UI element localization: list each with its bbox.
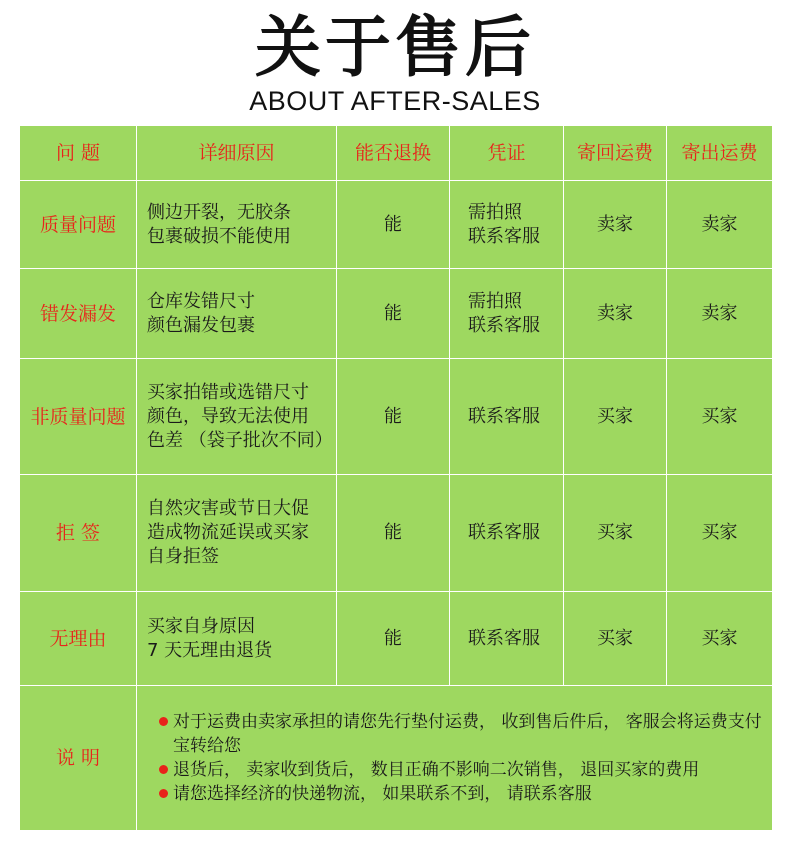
detail-line: 7 天无理由退货 [147,639,273,661]
table-header-row [20,126,773,181]
detail-line: 色差 （袋子批次不同） [147,429,333,451]
outbound-shipping-cell: 买家 [667,475,773,592]
returnable-cell: 能 [337,475,450,592]
proof-cell [450,269,564,359]
table-row [20,181,773,269]
details-cell [137,592,337,686]
detail-line: 自然灾害或节日大促 [147,498,309,519]
detail-line: 包裹破损不能使用 [147,225,291,247]
outbound-shipping-cell: 卖家 [667,269,773,359]
proof-cell [450,592,564,686]
outbound-shipping-cell: 卖家 [667,181,773,269]
outbound-shipping-cell: 买家 [667,592,773,686]
page-subtitle: ABOUT AFTER-SALES [249,86,541,116]
proof-line: 联系客服 [468,314,540,336]
detail-line: 造成物流延误或买家 [147,522,309,543]
issue-cell: 质量问题 [20,181,137,269]
returnable-cell: 能 [337,592,450,686]
detail-line: 自身拒签 [147,546,219,567]
bullet-icon [159,717,168,726]
note-item [159,710,764,758]
detail-line: 侧边开裂，无胶条 [147,201,291,223]
details-cell [137,269,337,359]
table-row [20,592,773,686]
notes-row [20,686,773,831]
detail-line: 仓库发错尺寸 [147,290,255,312]
note-item [159,758,764,782]
note-text: 请您选择经济的快递物流， 如果联系不到， 请联系客服 [173,784,592,804]
returnable-cell: 能 [337,181,450,269]
bullet-icon [159,789,168,798]
column-header-details: 详细原因 [137,126,337,181]
notes-label: 说 明 [20,686,137,831]
proof-line: 联系客服 [468,225,540,247]
detail-line: 买家拍错或选错尺寸 [147,381,309,403]
column-header-returnable: 能否退换 [337,126,450,181]
proof-line: 联系客服 [468,627,540,649]
note-item [159,782,764,806]
outbound-shipping-cell: 买家 [667,359,773,475]
proof-line: 联系客服 [468,405,540,427]
after-sales-table [19,125,773,831]
bullet-icon [159,765,168,774]
column-header-issue: 问 题 [20,126,137,181]
proof-line: 需拍照 [468,201,522,223]
proof-line: 需拍照 [468,290,522,312]
table-row [20,359,773,475]
table-row [20,269,773,359]
proof-cell [450,475,564,592]
detail-line: 颜色，导致无法使用 [147,405,309,427]
notes-cell [137,686,773,831]
proof-cell [450,181,564,269]
return-shipping-cell: 买家 [564,359,667,475]
detail-line: 买家自身原因 [147,615,255,637]
return-shipping-cell: 买家 [564,475,667,592]
note-text: 对于运费由卖家承担的请您先行垫付运费， 收到售后件后， 客服会将运费支付宝转给您 [173,712,762,756]
table-row [20,475,773,592]
detail-line: 颜色漏发包裹 [147,314,255,336]
details-cell [137,181,337,269]
return-shipping-cell: 卖家 [564,269,667,359]
page-title: 关于售后 [255,9,535,86]
returnable-cell: 能 [337,359,450,475]
proof-line: 联系客服 [468,522,540,543]
column-header-outbound-shipping: 寄出运费 [667,126,773,181]
issue-cell: 无理由 [20,592,137,686]
issue-cell: 非质量问题 [20,359,137,475]
return-shipping-cell: 卖家 [564,181,667,269]
proof-cell [450,359,564,475]
issue-cell: 错发漏发 [20,269,137,359]
return-shipping-cell: 买家 [564,592,667,686]
details-cell [137,359,337,475]
column-header-proof: 凭证 [450,126,564,181]
issue-cell: 拒 签 [20,475,137,592]
returnable-cell: 能 [337,269,450,359]
note-text: 退货后， 卖家收到货后， 数目正确不影响二次销售， 退回买家的费用 [173,760,700,780]
details-cell [137,475,337,592]
column-header-return-shipping: 寄回运费 [564,126,667,181]
